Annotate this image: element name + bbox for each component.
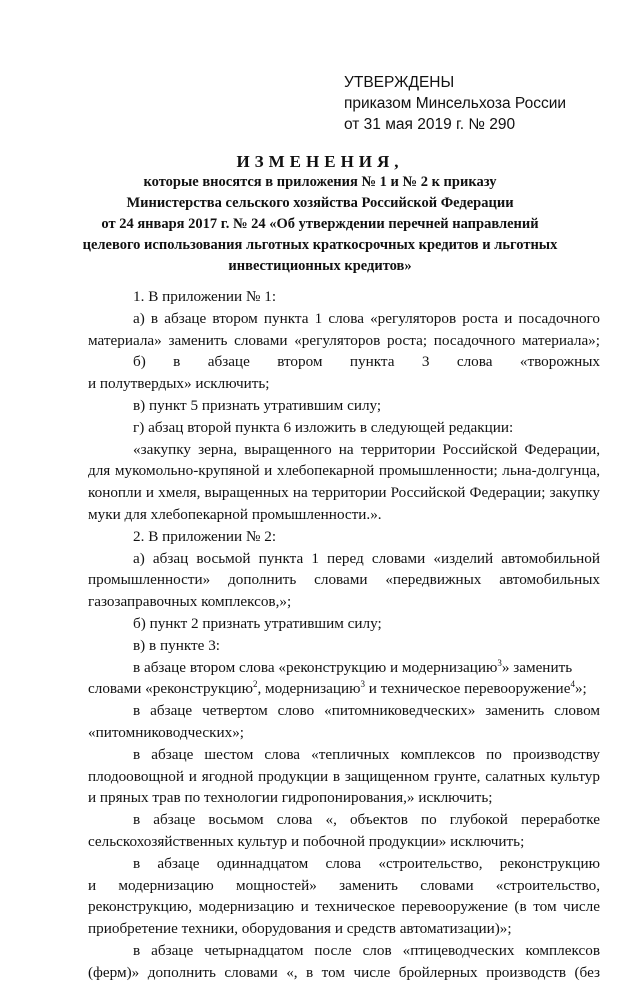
paragraph-line: (ферм)» дополнить словами «, в том числе бройлерных производств (без [88,963,600,981]
text-run: » заменить [501,658,573,676]
footnote-marker: 4 [570,679,575,690]
paragraph-line: в абзаце одиннадцатом слова «строительство, реконструкцию [133,854,600,872]
section-heading: 2. В приложении № 2: [133,527,277,545]
text-run: , модернизацию [257,680,361,698]
section-heading: 1. В приложении № 1: [133,288,277,305]
paragraph-line: б) в абзаце втором пункта 3 слова «творожных [133,353,600,371]
document-subtitle-line: инвестиционных кредитов» [228,258,412,274]
footnote-marker: 3 [497,657,502,668]
document-body [88,286,600,984]
paragraph-line: в) в пункте 3: [133,636,221,654]
paragraph-line: в абзаце четырнадцатом после слов «птицеводческих комплексов [133,941,600,959]
document-subtitle-line: которые вносятся в приложения № 1 и № 2 к приказу [143,174,497,190]
paragraph-line: материала» заменить словами «регуляторов роста; посадочного материала»; [88,331,600,349]
approval-block [344,72,566,135]
approval-heading: УТВЕРЖДЕНЫ [344,74,455,91]
paragraph-line: в абзаце четвертом слово «питомниковедческих» заменить словом [133,702,600,720]
footnote-marker: 3 [360,679,365,690]
text-run: словами «реконструкцию [88,680,253,698]
text-run: »; [574,680,587,698]
paragraph-line: и полутвердых» исключить; [88,375,270,393]
document-subtitle-line: целевого использования льготных краткосрочных кредитов и льготных [82,237,558,253]
paragraph-line: в) пункт 5 признать утратившим силу; [133,396,382,414]
paragraph-line: в абзаце шестом слова «тепличных комплексов по производству [133,745,600,763]
paragraph-line: сельскохозяйственных культур и побочной продукции» исключить; [88,832,525,850]
footnote-marker: 2 [252,679,258,690]
paragraph-line: плодоовощной и ягодной продукции в защищенном грунте, салатных культур [88,767,600,785]
approval-date-number: от 31 мая 2019 г. № 290 [344,116,516,133]
paragraph-line: б) пункт 2 признать утратившим силу; [133,614,382,632]
text-run: в абзаце втором слова «реконструкцию и модернизацию [133,658,498,676]
paragraph-line [88,657,600,679]
document-subtitle-line: Министерства сельского хозяйства Российской Федерации [126,195,514,211]
paragraph-line: г) абзац второй пункта 6 изложить в следующей редакции: [133,418,514,436]
document-title: ИЗМЕНЕНИЯ, [236,152,404,171]
paragraph-line: а) в абзаце втором пункта 1 слова «регуляторов роста и посадочного [133,309,600,327]
paragraph-line: промышленности» дополнить словами «передвижных автомобильных [88,571,600,589]
paragraph-line: приобретение техники, оборудования и средств автоматизации)»; [88,920,512,938]
document-subtitle-line: от 24 января 2017 г. № 24 «Об утверждении перечней направлений [101,216,539,232]
paragraph-line: и модернизацию мощностей» заменить словами «строительство, [88,876,600,894]
paragraph-line: газозаправочных комплексов,»; [88,593,292,611]
paragraph-line: а) абзац восьмой пункта 1 перед словами «изделий автомобильной [133,549,600,567]
paragraph-line: «питомниководческих»; [88,723,245,741]
paragraph-line: конопли и хмеля, выращенных на территории Российской Федерации; закупку [88,484,600,502]
paragraph-line: «закупку зерна, выращенного на территории Российской Федерации, [133,440,600,458]
paragraph-line [88,678,600,700]
paragraph-line: реконструкцию, модернизацию и техническое перевооружение (в том числе [88,898,600,916]
approval-order: приказом Минсельхоза России [344,95,567,112]
paragraph-line: в абзаце восьмом слова «, объектов по глубокой переработке [133,811,600,829]
paragraph-line: для мукомольно-крупяной и хлебопекарной промышленности; льна-долгунца, [88,462,600,480]
paragraph-line: и пряных трав по технологии гидропонирования,» исключить; [88,789,493,807]
text-run: и техническое перевооружение [364,680,571,698]
paragraph-line: муки для хлебопекарной промышленности.». [88,505,382,523]
